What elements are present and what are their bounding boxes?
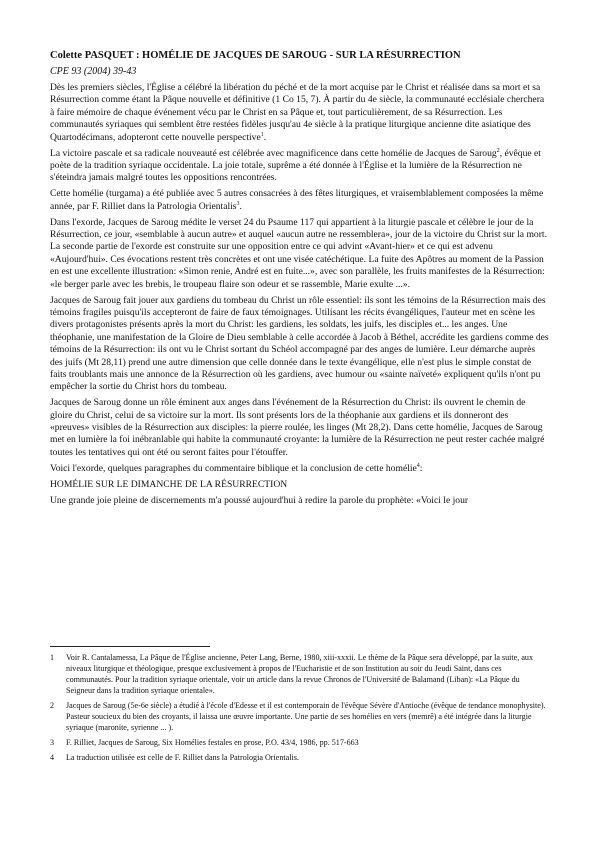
- article-title: Colette PASQUET : HOMÉLIE DE JACQUES DE SAROUG - SUR LA RÉSURRECTION: [50, 50, 461, 61]
- footnote-ref-4[interactable]: 4: [416, 462, 420, 469]
- paragraph-5: Jacques de Saroug fait jouer aux gardiens du tombeau du Christ un rôle essentiel: ils sont les témoins de la Résurrection mais des témoins fragiles puisqu'ils accepteront de faire de faux témoignages. Utilisant les récits évangéliques, l'auteur met en scène les divers protagonistes présents après la mort du Christ: les gardiens, les soldats, les juifs, les disciples et... les anges. Une théophanie, une manifestation de la Gloire de Dieu semblable à celle accordée à Jacob à Béthel, accrédite les gardiens comme des témoins de la Résurrection: ils ont vu le Christ sortant du Schéol accompagné par des anges de lumière. Leur démarche auprès des juifs (Mt 28,11) prend une autre dimension que celle donnée dans le texte évangélique, elle n'est plus le simple constat de faits troublants mais une annonce de la Résurrection où les gardiens, avec humour ou «sainte naïveté» expliquent qu'ils n'ont pu empêcher la sortie du Christ hors du tombeau.: [50, 294, 549, 393]
- footnote-number: 1: [50, 653, 55, 662]
- article-body: [50, 50, 550, 511]
- paragraph-3: Cette homélie (turgama) a été publiée avec 5 autres consacrées à des fêtes liturgiques, et vraisemblablement composées la même année, par F. Rilliet dans la Patrologia Orientalis$^3$.: [50, 188, 544, 212]
- paragraph-2: La victoire pascale et sa radicale nouveauté est célébrée avec magnificence dans cette homélie de Jacques de Saroug$^2$, évêque et poète de la tradition syriaque occidentale. La joie totale, suprême a été donnée à l'Église et la lumière de la Résurrection ne s'éteindra jamais malgré toutes les oppositions rencontrées.: [50, 147, 541, 184]
- footnote-ref-3[interactable]: 3: [236, 200, 240, 207]
- footnote-text: La traduction utilisée est celle de F. Rilliet dans la Patrologia Orientalis.: [66, 753, 299, 762]
- footnote-4: [50, 752, 550, 763]
- footnote-number: 3: [50, 738, 55, 747]
- paragraph-7: Voici l'exorde, quelques paragraphes du commentaire biblique et la conclusion de cette homélie$^4$:: [50, 462, 423, 474]
- paragraph-8: Une grande joie pleine de discernements m'a poussé aujourd'hui à redire la parole du prophète: «Voici le jour: [50, 494, 469, 506]
- footnote-text: Jacques de Saroug (5e-6e siècle) a étudié à l'école d'Edesse et il est contemporain de l'évêque Sévère d'Antioche (évêque de tendance monophysite). Pasteur soucieux du bien des croyants, il laissa une œuvre importante. Une partie de ses homélies en vers (memrê) a été intégrée dans la liturgie syriaque (maronite, syrienne ... ).: [66, 701, 546, 732]
- paragraph-6: Jacques de Saroug donne un rôle éminent aux anges dans l'événement de la Résurrection du Christ: ils ouvrent le chemin de gloire du Christ, celui de sa victoire sur la mort. Ils sont présents lors de la théophanie aux gardiens et ils donneront des «preuves» visibles de la Résurrection aux disciples: la pierre roulée, les linges (Mt 28,2). Dans cette homélie, Jacques de Saroug met en lumière la foi inébranlable qui habite la communauté croyante: la lumière de la Résurrection ne peut rester cachée malgré toutes les tentatives qui ont été ou seront faites pour l'étouffer.: [50, 397, 545, 458]
- footnote-2: [50, 700, 550, 733]
- footnote-text: F. Rilliet, Jacques de Saroug, Six Homélies festales en prose, P.O. 43/4, 1986, pp. 517-663: [66, 738, 359, 747]
- footnotes-section: [50, 652, 550, 767]
- publication-reference: CPE 93 (2004) 39-43: [50, 66, 137, 77]
- footnote-3: [50, 737, 550, 748]
- footnote-number: 4: [50, 753, 55, 762]
- paragraph-4: Dans l'exorde, Jacques de Saroug médite le verset 24 du Psaume 117 qui appartient à la liturgie pascale et célèbre le jour de la Résurrection, ce jour, «semblable à aucun autre» et auquel «aucun autre ne ressemblera», jour de la victoire du Christ sur la mort. La seconde partie de l'exorde est construite sur une opposition entre ce qui advint «Avant-hier» et ce qui est advenu «Aujourd'hui». Ces évocations restent très concrètes et ont une visée catéchétique. La fuite des Apôtres au moment de la Passion en est une excellente illustration: «Simon renie, André est en fuite...», avec son parallèle, les fruits manifestes de la Résurrection: «le berger parle avec les brebis, le troupeau flaire son odeur et se rassemble, Marie exulte ...».: [50, 216, 547, 290]
- footnote-number: 2: [50, 701, 55, 710]
- footnote-text: Voir R. Cantalamessa, La Pâque de l'Église ancienne, Peter Lang, Berne, 1980, xiii-xxxii. Le thème de la Pâque sera développé, par la suite, aux niveaux liturgique et théologique, presque exclusivement à propos de l'Eucharistie et de son Institution au soir du Jeudi Saint, dans ces communautés. Pour la tradition syriaque orientale, voir un article dans la revue Chronos de l'Université de Balamand (Liban): «La Pâque du Seigneur dans la tradition syriaque orientale».: [66, 653, 534, 695]
- paragraph-1: Dès les premiers siècles, l'Église a célébré la libération du péché et de la mort acquise par le Christ et réalisée dans sa mort et sa Résurrection comme étant la Pâque nouvelle et définitive (1 Co 15, 7). À partir du 4e siècle, la communauté ecclésiale cherchera à faire mémoire de chaque événement vécu par le Christ en sa Pâque et, tout particulièrement, de sa Résurrection. Les communautés syriaques qui semblent être restées fidèles jusqu'au 4e siècle à la pratique liturgique ancienne dite asiatique des Quartodécimans, adopteront cette nouvelle perspective$^1$.: [50, 82, 545, 143]
- footnote-ref-2[interactable]: 2: [496, 147, 500, 154]
- footnote-ref-1[interactable]: 1: [260, 131, 264, 138]
- footnote-1: [50, 652, 550, 696]
- homily-heading: HOMÉLIE SUR LE DIMANCHE DE LA RÉSURRECTION: [50, 478, 288, 490]
- footnote-divider: [50, 646, 210, 647]
